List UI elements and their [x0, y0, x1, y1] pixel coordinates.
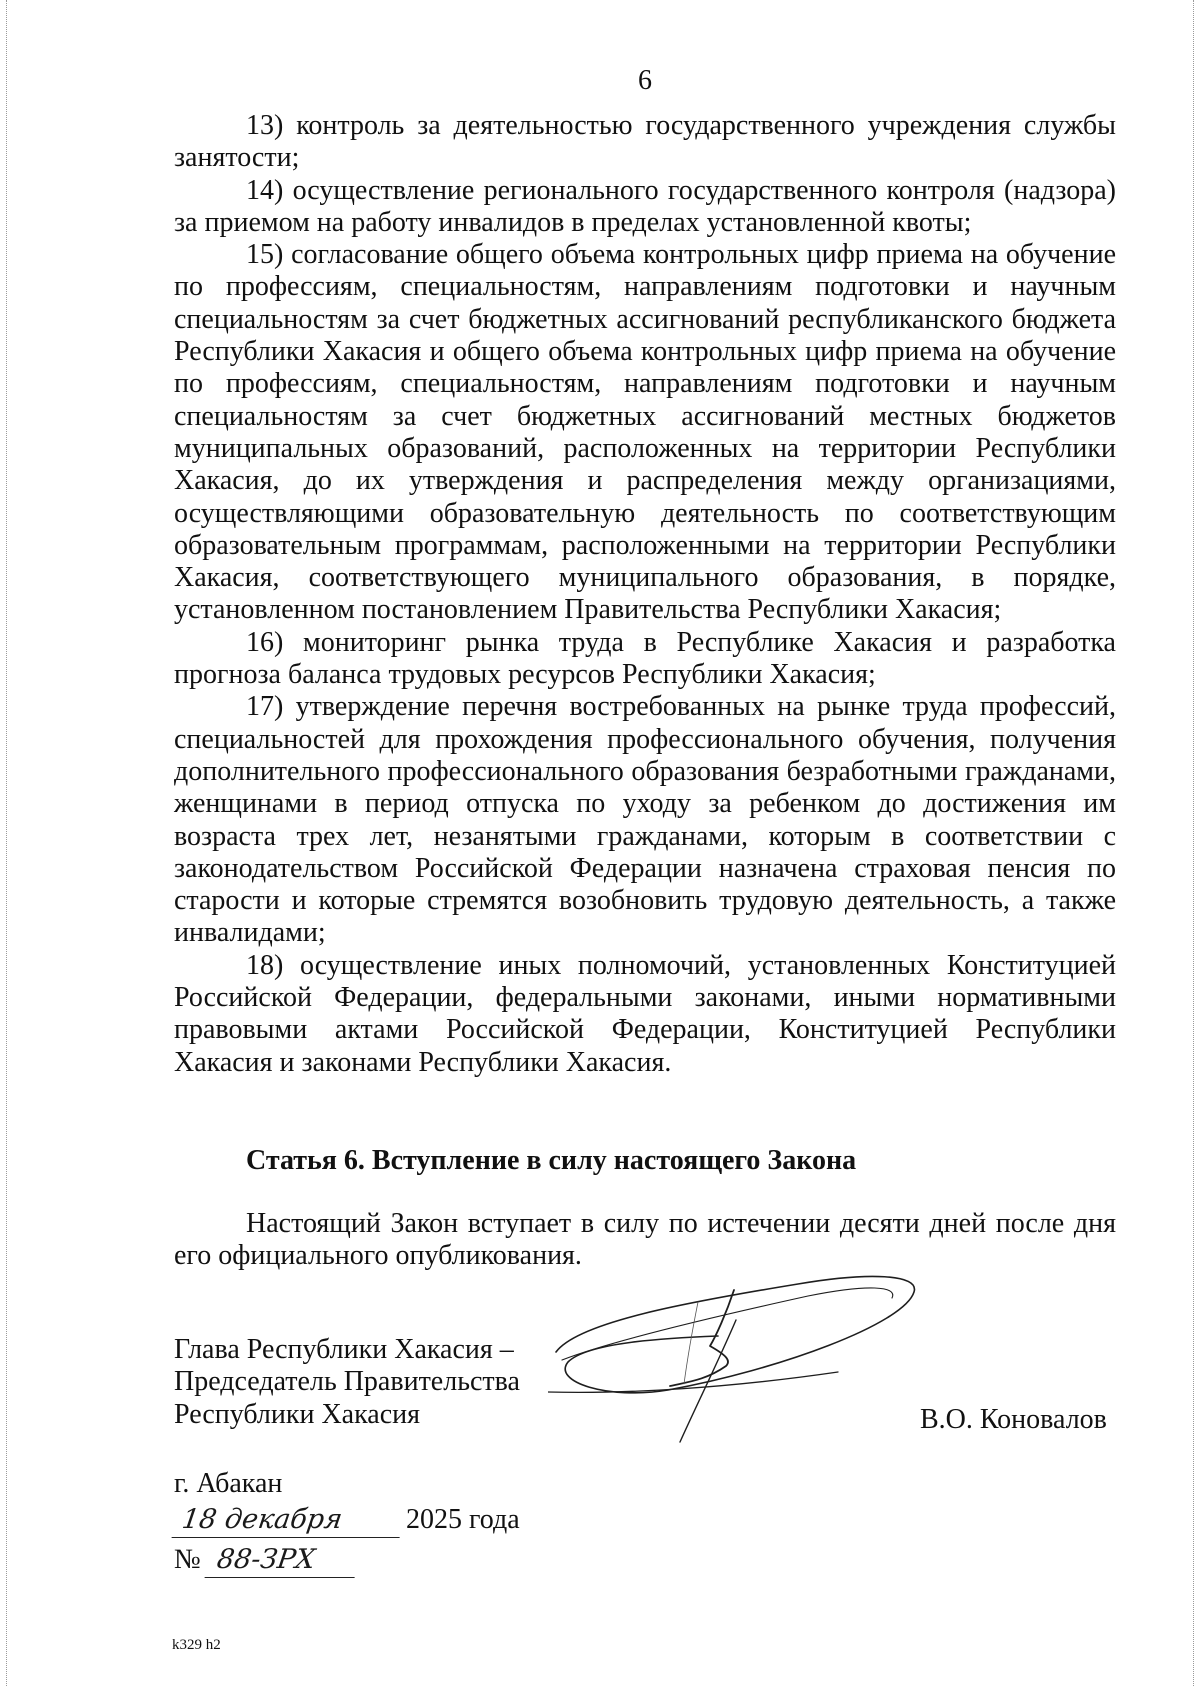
paragraph-item-13: 13) контроль за деятельностью государственного учреждения службы занятости; — [174, 110, 1116, 174]
signature-crossbar-stroke — [548, 1372, 838, 1392]
page-edge-right — [1193, 0, 1194, 1686]
page-number: 6 — [638, 65, 652, 96]
signatory-title-line: Председатель Правительства — [174, 1366, 520, 1398]
paragraph-item-16: 16) мониторинг рынка труда в Республике Хакасия и разработка прогноза баланса трудовых ресурсов Республики Хакасия; — [174, 626, 1116, 691]
signatory-title-line: Республики Хакасия — [174, 1398, 421, 1430]
handwritten-signature — [548, 1262, 928, 1458]
signing-date — [174, 1500, 520, 1540]
signatory-title — [174, 1334, 520, 1431]
paragraph-item-18: 18) осуществление иных полномочий, установленных Конституцией Российской Федерации, федеральными законами, иными нормативными правовыми актами Российской Федерации, Конституцией Республики Хакасия и законами Республики Хакасия. — [174, 949, 1116, 1078]
handwritten-date: 18 декабря — [172, 1503, 405, 1538]
signature-descender-stroke — [680, 1320, 736, 1442]
signature-loop-stroke — [556, 1276, 914, 1392]
signatory-title-line: Глава Республики Хакасия – — [174, 1334, 514, 1365]
law-number — [174, 1540, 357, 1580]
date-year-text: 2025 года — [406, 1504, 520, 1535]
signatory-name: В.О. Коновалов — [920, 1404, 1107, 1435]
signature-thin-stroke — [684, 1302, 698, 1384]
signature-loop-inner-stroke — [562, 1288, 893, 1360]
handwritten-law-number: 88-ЗРХ — [204, 1543, 359, 1578]
effective-date-text: Настоящий Закон вступает в силу по истечении десяти дней после дня его официального опубликования. — [174, 1208, 1116, 1272]
law-body-text — [174, 110, 1116, 1079]
page-edge-left — [6, 0, 7, 1686]
document-code: k329 h2 — [172, 1637, 221, 1653]
paragraph-item-17: 17) утверждение перечня востребованных на рынке труда профессий, специальностей для прохождения профессионального обучения, получения дополнительного профессионального образования безработными гражданами, женщинами в период отпуска по уходу за ребенком до достижения им возраста трех лет, незанятыми гражданами, которым в соответствии с законодательством Российской Федерации назначена страховая пенсия по старости и которые стремятся возобновить трудовую деятельность, а также инвалидами; — [174, 691, 1116, 949]
paragraph-item-14: 14) осуществление регионального государственного контроля (надзора) за приемом на работу инвалидов в пределах установленной квоты; — [174, 174, 1116, 238]
signing-place: г. Абакан — [174, 1468, 283, 1499]
number-sign: № — [174, 1544, 201, 1575]
paragraph-item-15: 15) согласование общего объема контрольных цифр приема на обучение по профессиям, специальностям, направлениям подготовки и научным специальностям за счет бюджетных ассигнований республиканского бюджета Республики Хакасия и общего объема контрольных цифр приема на обучение по профессиям, специальностям, направлениям подготовки и научным специальностям за счет бюджетных ассигнований местных бюджетов муниципальных образований, расположенных на территории Республики Хакасия, до их утверждения и распределения между организациями, осуществляющими образовательную деятельность по соответствующим образовательным программам, расположенными на территории Республики Хакасия, соответствующего муниципального образования, в порядке, установленном постановлением Правительства Республики Хакасия; — [174, 239, 1116, 626]
article-heading: Статья 6. Вступление в силу настоящего Закона — [246, 1145, 857, 1176]
